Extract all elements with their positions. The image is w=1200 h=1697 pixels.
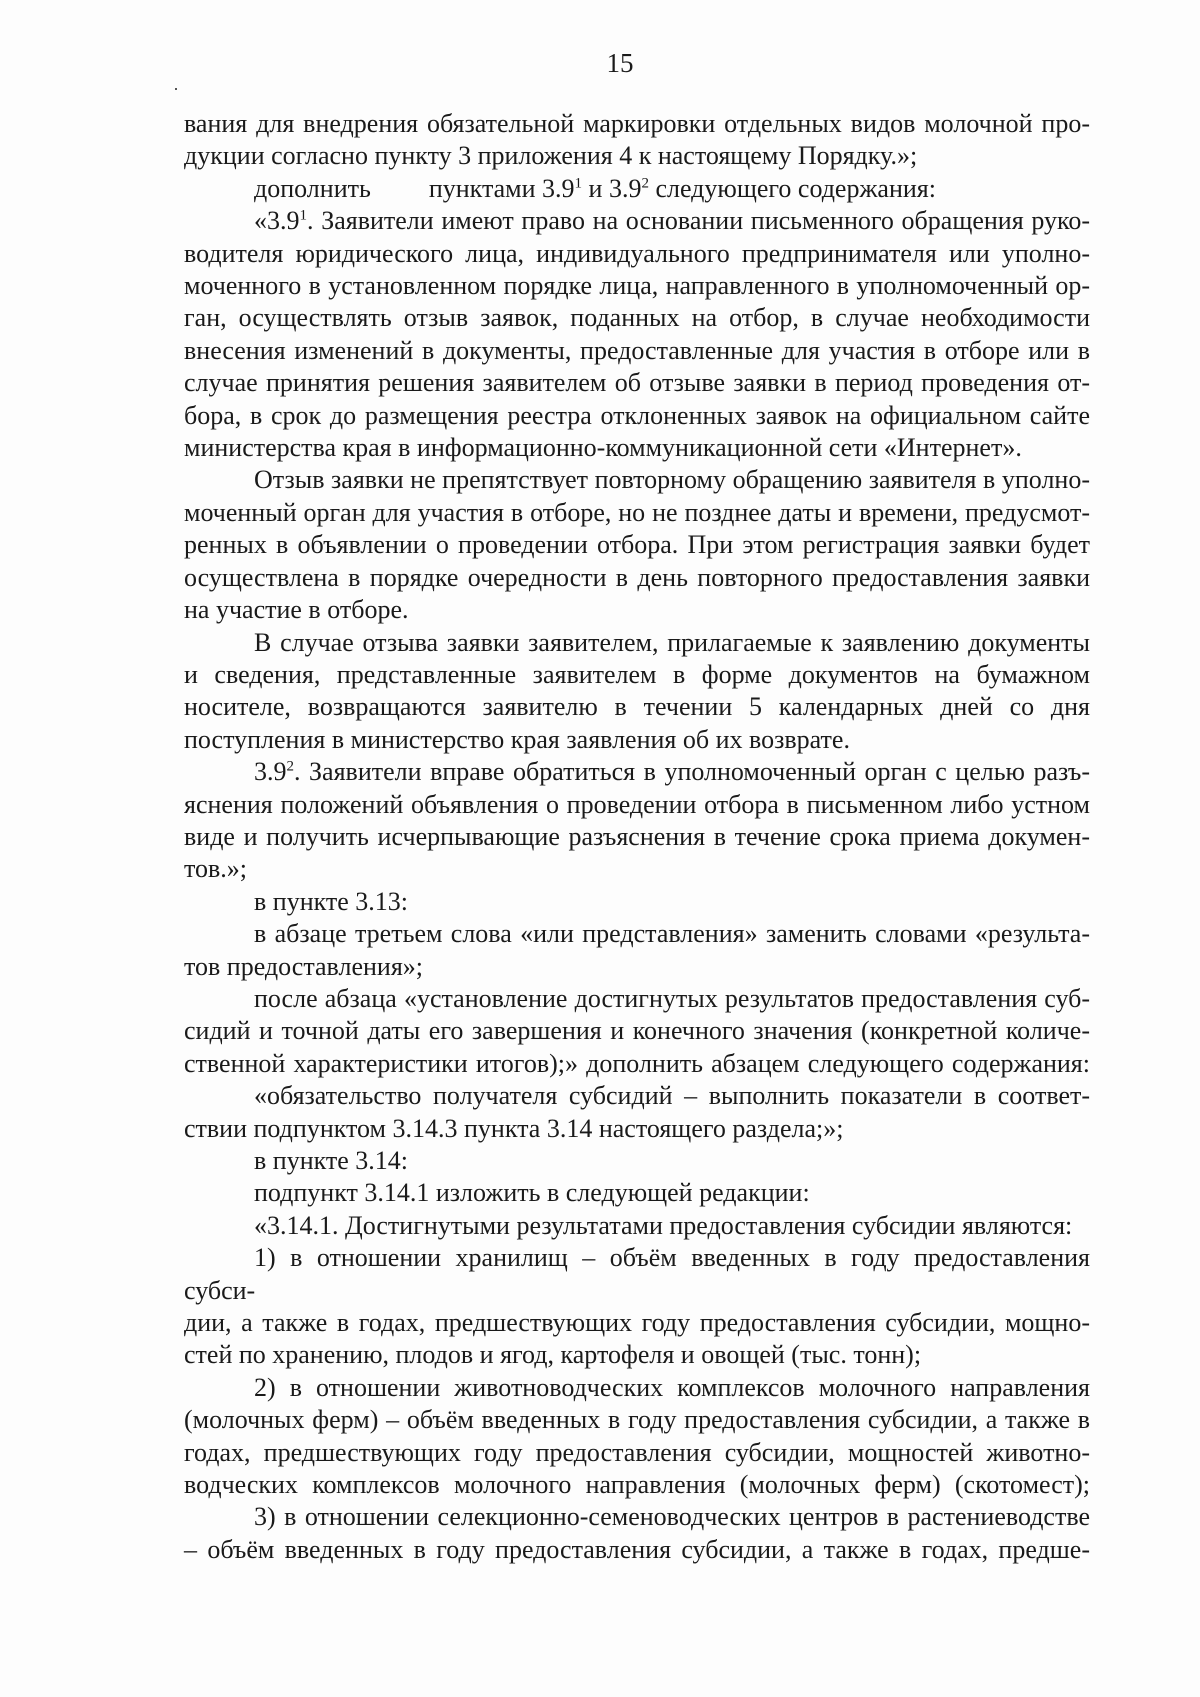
paragraph-3-9-1-line: моченного в установленном порядке лица, направленного в уполномоченный ор- <box>184 271 1090 301</box>
paragraph-point-3-14: в пункте 3.14: <box>254 1146 409 1175</box>
paragraph-withdrawal-line: на участие в отборе. <box>184 595 409 625</box>
paragraph-return-line: носителе, возвращаются заявителю в течении 5 календарных дней со дня <box>184 692 1090 722</box>
paragraph-third-abzac-line: тов предоставления»; <box>184 951 424 981</box>
paragraph-3-9-1-first-line: «$3.9^1$. Заявители имеют право на основании письменного обращения руко- <box>254 206 1090 236</box>
paragraph-point-3-13: в пункте 3.13: <box>254 886 409 916</box>
paragraph-after-abzac-line: после абзаца «установление достигнутых результатов предоставления суб- <box>254 983 1090 1013</box>
paragraph-add-points: дополнить пунктами $3.9^1$ и $3.9^2$ следующего содержания: <box>254 173 936 203</box>
paragraph-3-9-2-line: виде и получить исчерпывающие разъяснения в течение срока приема докумен- <box>184 821 1090 851</box>
list-item-dairy-line: 2) в отношении животноводческих комплексов молочного направления <box>254 1372 1090 1402</box>
paragraph-3-9-2-line: тов.»; <box>184 854 248 884</box>
list-item-storage-line: стей по хранению, плодов и ягод, картофеля и овощей (тыс. тонн); <box>184 1340 922 1370</box>
paragraph-1-line-2: дукции согласно пункту 3 приложения 4 к настоящему Порядку.»; <box>184 141 918 171</box>
paragraph-3-9-1-line: бора, в срок до размещения реестра отклоненных заявок на официальном сайте <box>184 400 1090 430</box>
paragraph-3-9-1-line: министерства края в информационно-коммуникационной сети «Интернет». <box>184 433 1022 463</box>
paragraph-withdrawal-line: Отзыв заявки не препятствует повторному обращению заявителя в уполно- <box>254 465 1090 495</box>
paragraph-subpoint-3-14-1: подпункт 3.14.1 изложить в следующей редакции: <box>254 1178 810 1208</box>
paragraph-1-line-1: вания для внедрения обязательной маркировки отдельных видов молочной про- <box>184 109 1090 138</box>
paragraph-results-heading: «3.14.1. Достигнутыми результатами предоставления субсидии являются: <box>254 1210 1073 1240</box>
list-item-storage-line: дии, а также в годах, предшествующих году предоставления субсидии, мощно- <box>184 1308 1090 1338</box>
paragraph-return-line: В случае отзыва заявки заявителем, прилагаемые к заявлению документы <box>254 627 1090 657</box>
paragraph-after-abzac-line: ственной характеристики итогов);» дополнить абзацем следующего содержания: <box>184 1048 1090 1078</box>
list-item-seed-centers-line: – объём введенных в году предоставления субсидии, а также в годах, предше- <box>184 1534 1090 1564</box>
paragraph-obligation-line: «обязательство получателя субсидий – выполнить показатели в соответ- <box>254 1081 1090 1111</box>
paragraph-3-9-1-line: ган, осуществлять отзыв заявок, поданных на отбор, в случае необходимости <box>184 303 1090 333</box>
list-item-dairy-line: (молочных ферм) – объём введенных в году предоставления субсидии, а также в <box>184 1405 1090 1435</box>
paragraph-3-9-1-line: водителя юридического лица, индивидуального предпринимателя или уполно- <box>184 238 1090 268</box>
paragraph-obligation-line: ствии подпунктом 3.14.3 пункта 3.14 настоящего раздела;»; <box>184 1113 844 1143</box>
list-item-dairy-line: водческих комплексов молочного направления (молочных ферм) (скотомест); <box>184 1470 1090 1500</box>
page-number: 15 <box>606 48 634 78</box>
paragraph-withdrawal-line: осуществлена в порядке очередности в день повторного предоставления заявки <box>184 562 1090 592</box>
paragraph-withdrawal-line: моченный орган для участия в отборе, но не позднее даты и времени, предусмот- <box>184 497 1090 527</box>
paragraph-third-abzac-line: в абзаце третьем слова «или представления» заменить словами «результа- <box>254 919 1090 949</box>
list-item-dairy-line: годах, предшествующих году предоставления субсидии, мощностей животно- <box>184 1437 1090 1467</box>
paragraph-3-9-2-first-line: $3.9^2$. Заявители вправе обратиться в уполномоченный орган с целью разъ- <box>254 757 1090 787</box>
paragraph-3-9-1-line: внесения изменений в документы, предоставленные для участия в отборе или в <box>184 335 1090 365</box>
paragraph-return-line: поступления в министерство края заявления об их возврате. <box>184 724 850 754</box>
paragraph-3-9-1-line: случае принятия решения заявителем об отзыве заявки в период проведения от- <box>184 368 1090 398</box>
scan-speck <box>175 88 177 90</box>
document-body <box>184 108 1090 1566</box>
list-item-seed-centers-line: 3) в отношении селекционно-семеноводческих центров в растениеводстве <box>254 1502 1090 1532</box>
paragraph-3-9-2-line: яснения положений объявления о проведении отбора в письменном либо устном <box>184 789 1090 819</box>
paragraph-return-line: и сведения, представленные заявителем в форме документов на бумажном <box>184 659 1090 689</box>
paragraph-withdrawal-line: ренных в объявлении о проведении отбора. При этом регистрация заявки будет <box>184 530 1090 560</box>
paragraph-after-abzac-line: сидий и точной даты его завершения и конечного значения (конкретной количе- <box>184 1016 1090 1046</box>
list-item-storage-line: 1) в отношении хранилищ – объём введенных в году предоставления субси- <box>184 1243 1090 1305</box>
